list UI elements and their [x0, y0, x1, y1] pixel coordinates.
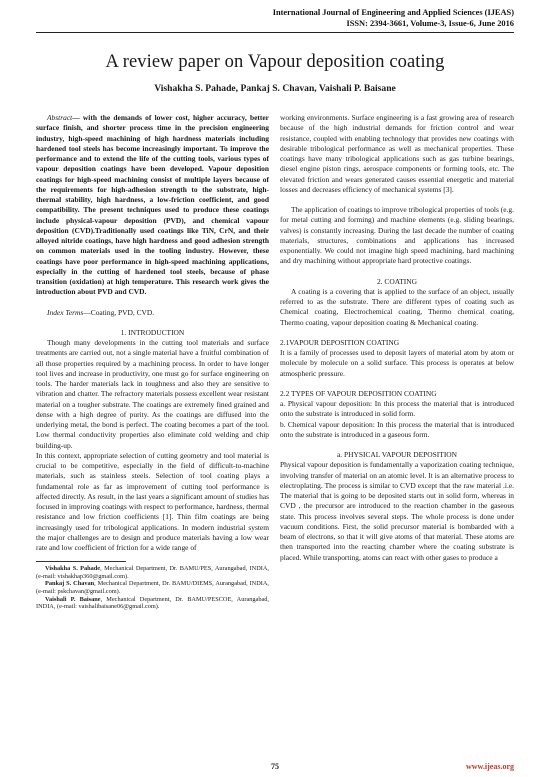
abstract-label: Abstract: [47, 113, 73, 122]
journal-issn: ISSN: 2394-3661, Volume-3, Issue-6, June 2016: [346, 18, 514, 28]
section-2-1-paragraph: It is a family of processes used to deposit layers of material atom by atom or molecule by molecule on a solid surface. This process is operates at below atmospheric pressure.: [280, 348, 514, 378]
cvd-definition: b. Chemical vapour deposition: In this process the material that is introduced onto the substrate is introduced in a gaseous form.: [280, 419, 514, 439]
right-paragraph-1: working environments. Surface engineering is a fast growing area of research because of the high industrial demands for friction control and wear resistance, coupled with enabling technology that provides new coatings with desirable tribological performance as well as mechanical properties. These coatings have many tribological applications such as gas turbine bearings, diesel engine piston rings, aerospace components or forming tools, etc. The elevated friction and wears generated causes essential energetic and material losses and decreases efficiency of mechanical systems [3].: [280, 113, 514, 194]
header-rule: [36, 32, 514, 33]
section-2-2-heading: 2.2 TYPES OF VAPOUR DEPOSITION COATING: [280, 388, 437, 398]
footnote-author-1: Vishakha S. Pahade, Mechanical Department, Dr. BAMU/PES, Aurangabad, INDIA, (e-mail: vishakhap360@gmail.com).: [36, 565, 269, 580]
intro-paragraph-1: Though many developments in the cutting tool materials and surface treatments are carried out, not a single material have a fruitful combination of all those properties required by a machining process. In order to have longer tool lives and increase in productivity, one must go for surface engineering on tools. The harder materials lack in toughness and also they are sensitive to vibration and chatter. The refractory materials possess excellent wear resistant material on a tougher substrate. The coatings are extremely fined grained and dense with a high degree of purity. As the coatings are diffused into the underlying metal, the bond is perfect. The coating becomes a part of the tool. Low thermal conductivity properties also eliminate cold welding and chip building-up.: [36, 338, 269, 450]
coating-heading: 2. COATING: [376, 276, 418, 286]
section-2-1-heading: 2.1VAPOUR DEPOSITION COATING: [280, 337, 400, 347]
footnote-rule: [36, 561, 126, 562]
pvd-heading: a. PHYSICAL VAPOUR DEPOSITION: [336, 450, 458, 459]
paper-authors: Vishakha S. Pahade, Pankaj S. Chavan, Vaishali P. Baisane: [154, 83, 396, 94]
index-terms: [36, 308, 269, 318]
abstract-text: — with the demands of lower cost, higher accuracy, better surface finish, and shorter process time in the precision engineering industry, high-speed machining of high hardness materials including hardened tool steels has become increasingly important. To improve the performance and to extend the life of the cutting tools, various types of vapour deposition coatings have been developed. Vapour deposition coatings for high-speed machining consist of multiple layers because of the requirements for high-adhesion strength to the substrate, high-thermal stability, high hardness, a low-friction coefficient, and good compatibility. The present techniques used to produce these coatings include physical-vapour deposition (PVD), and chemical vapour deposition (CVD).Traditionally used coatings like TiN, CrN, and their alloyed nitride coatings, have high hardness and good adhesion strength on common materials used in the tooling industry. However, these coatings have poor performance in high-speed machining applications, especially in the cutting of hardened tool steels, because of phase transition (oxidation) at high temperature. This research work gives the introduction about PVD and CVD.: [36, 113, 269, 297]
index-terms-label: Index Terms: [47, 307, 84, 317]
pvd-definition: a. Physical vapour deposition: In this process the material that is introduced onto the substrate is introduced in solid form.: [280, 399, 514, 419]
intro-paragraph-2: In this context, appropriate selection of cutting geometry and tool material is crucial to be competitive, especially in the field of difficult-to-machine materials, such as stainless steels. Selection of tool coating plays a fundamental role as far as improvement of cutting tool performance is affected directly. As result, in the last years a significant amount of studies has focused in improving coatings with respect to performance, hardness, thermal resistance and low friction coefficients [1]. Thin film coatings are being increasingly used for tribological applications. In modern industrial system the major challenges are to design and produce materials having a low wear rate and low coefficient of friction for a wide range of: [36, 450, 269, 552]
journal-name: International Journal of Engineering and Applied Sciences (IJEAS): [272, 8, 514, 17]
pvd-paragraph: Physical vapour deposition is fundamentally a vaporization coating technique, involving transfer of material on an atomic level. It is an alternative process to electroplating. The process is similar to CVD except that the raw material .i.e. The material that is going to be deposited starts out in solid form, whereas in CVD , the precursor are introduced to the reaction chamber in the gaseous state. This process involves several steps. The whole process is done under vacuum conditions. First, the solid precursor material is bombarded with a beam of electrons, so that it will give atoms of that material. These atoms are then transported into the reacting chamber where the coating substrate is placed. While transporting, atoms can react with other gases to produce a: [280, 460, 514, 562]
right-column: [280, 113, 514, 563]
abstract: [36, 113, 269, 298]
journal-header: [273, 8, 514, 29]
coating-paragraph: A coating is a covering that is applied to the surface of an object, usually referred to as the substrate. There are different types of coating such as Chemical coating, Electrochemical coating, Thermo chemical coating, Thermo coating, vapour deposition coating & Mechanical coating.: [280, 286, 514, 327]
intro-heading: 1. INTRODUCTION: [120, 327, 185, 337]
left-column: [36, 113, 269, 611]
paper-title: A review paper on Vapour deposition coating: [105, 52, 445, 72]
index-terms-text: —Coating, PVD, CVD.: [83, 307, 155, 317]
right-paragraph-2: The application of coatings to improve tribological properties of tools (e.g. for metal cutting and forming) and machine elements (e.g. sliding bearings, valves) is constantly increasing. During the last decade the number of coating materials, structures, combinations and applications has increased exponentially. We could not imagine high speed machining, hard machining and dry machining without appropriate hard protective coatings.: [280, 205, 514, 266]
footnote-author-3: Vaishali P. Baisane, Mechanical Department, Dr. BAMU/PESCOE, Aurangabad, INDIA, (e-mail: vaishalibaisane06@gmail.com).: [36, 595, 269, 611]
footnote-author-2: Pankaj S. Chavan, Mechanical Department, Dr. BAMU/DIEMS, Aurangabad, INDIA, (e-mail: pskchavan@gmail.com).: [36, 580, 269, 596]
page-number: 75: [271, 762, 279, 771]
journal-website: www.ijeas.org: [466, 762, 514, 771]
